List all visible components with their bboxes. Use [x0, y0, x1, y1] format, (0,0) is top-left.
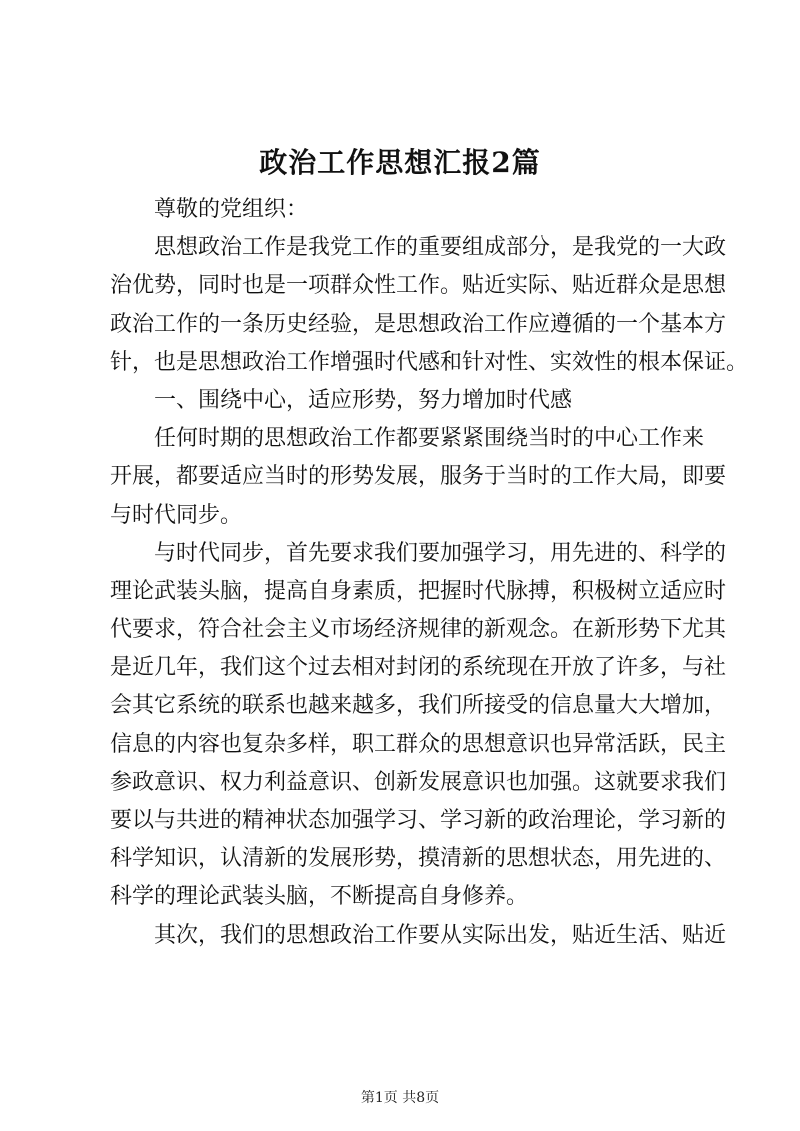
body-line: 信息的内容也复杂多样，职工群众的思想意识也异常活跃，民主	[110, 731, 727, 757]
body-line: 思想政治工作是我党工作的重要组成部分，是我党的一大政	[154, 235, 727, 261]
document-title: 政治工作思想汇报2篇	[259, 146, 541, 179]
document-body	[110, 191, 749, 955]
body-line: 尊敬的党组织：	[154, 197, 309, 222]
body-line: 要以与共进的精神状态加强学习、学习新的政治理论，学习新的	[110, 808, 727, 833]
body-line: 会其它系统的联系也越来越多，我们所接受的信息量大大增加，	[110, 693, 727, 719]
body-line: 政治工作的一条历史经验，是思想政治工作应遵循的一个基本方	[110, 311, 727, 337]
body-line: 理论武装头脑，提高自身素质，把握时代脉搏，积极树立适应时	[110, 578, 727, 604]
page-footer: 第1页 共8页	[360, 1090, 440, 1106]
body-line: 开展，都要适应当时的形势发展，服务于当时的工作大局，即要	[110, 464, 727, 490]
body-line: 治优势，同时也是一项群众性工作。贴近实际、贴近群众是思想	[110, 273, 727, 299]
body-line: 是近几年，我们这个过去相对封闭的系统现在开放了许多，与社	[110, 655, 727, 681]
body-line: 针，也是思想政治工作增强时代感和针对性、实效性的根本保证。	[110, 349, 749, 375]
body-line: 其次，我们的思想政治工作要从实际出发，贴近生活、贴近	[154, 922, 727, 948]
body-line: 科学知识，认清新的发展形势，摸清新的思想状态，用先进的、	[110, 846, 727, 872]
body-line: 代要求，符合社会主义市场经济规律的新观念。在新形势下尤其	[110, 617, 727, 643]
body-line: 科学的理论武装头脑，不断提高自身修养。	[110, 884, 529, 910]
body-line: 与时代同步，首先要求我们要加强学习，用先进的、科学的	[154, 540, 727, 566]
body-line: 任何时期的思想政治工作都要紧紧围绕当时的中心工作来	[154, 426, 705, 452]
body-line: 与时代同步。	[110, 502, 243, 528]
body-line: 一、围绕中心，适应形势，努力增加时代感	[154, 387, 573, 413]
body-line: 参政意识、权力利益意识、创新发展意识也加强。这就要求我们	[110, 769, 727, 795]
